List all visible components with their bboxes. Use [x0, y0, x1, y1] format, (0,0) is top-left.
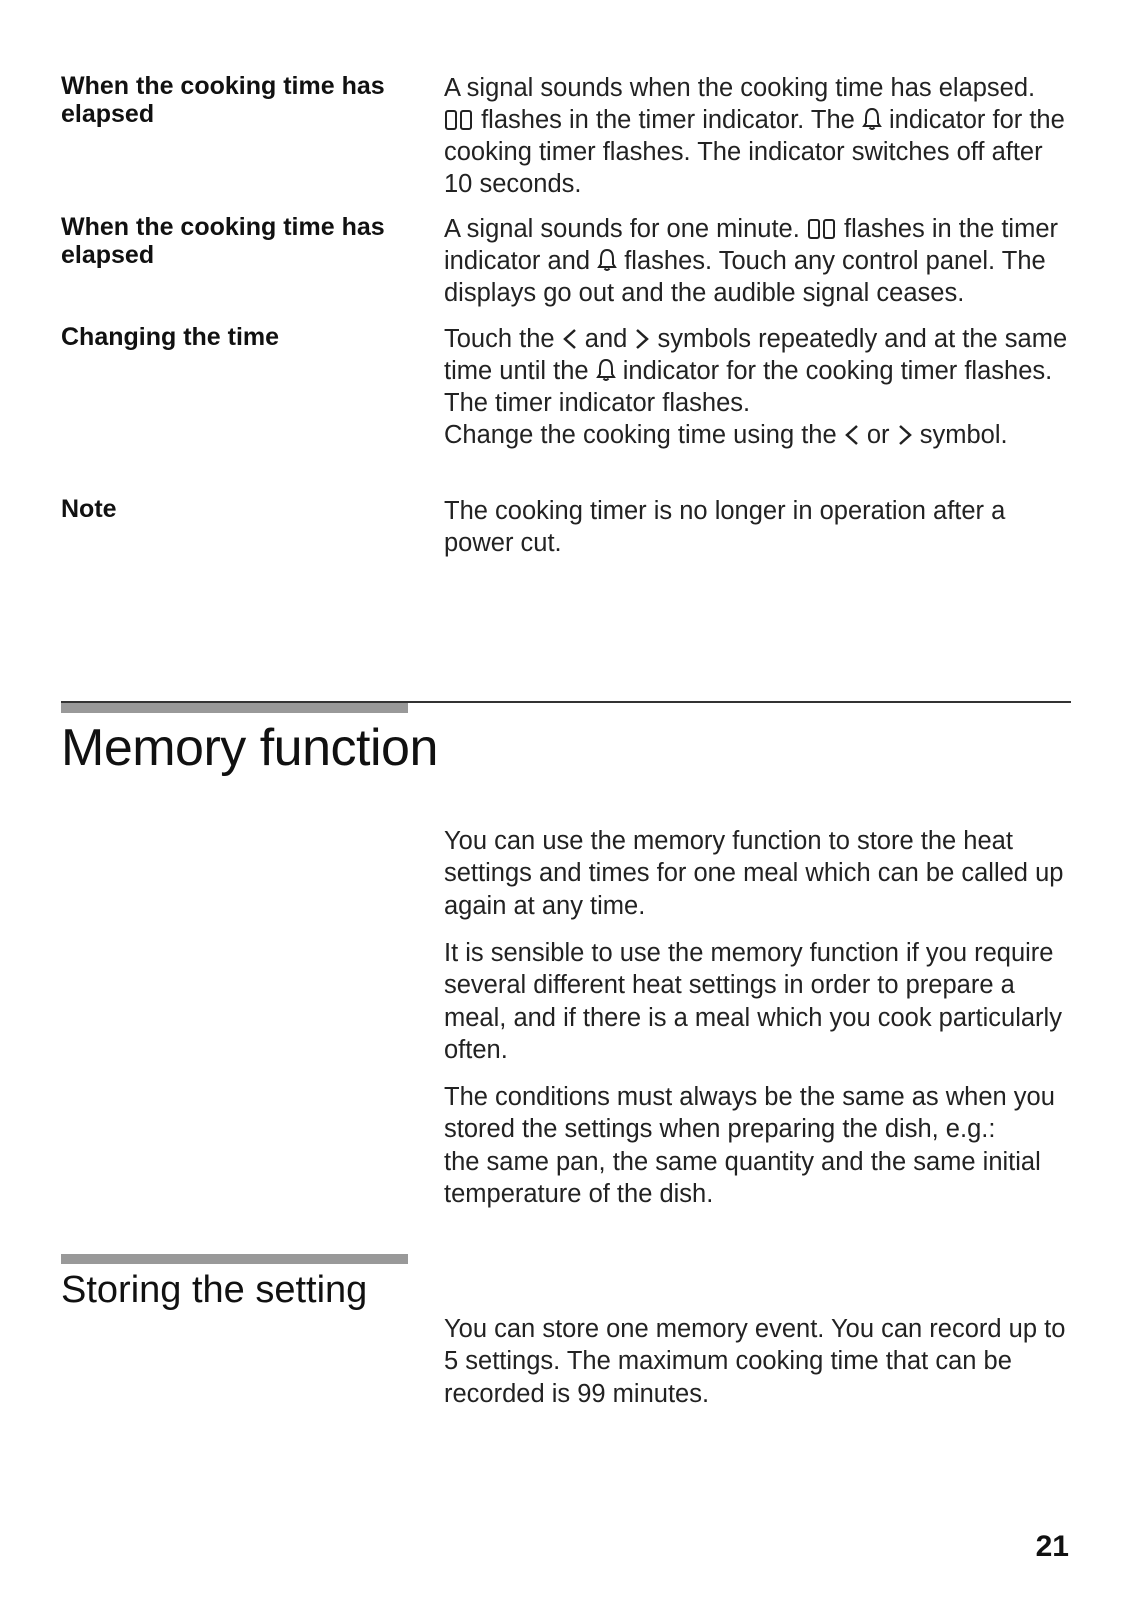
text-fragment: or [866, 421, 890, 449]
subsection-title: Storing the setting [61, 1269, 368, 1311]
text-fragment: flashes. Touch any control panel. The displays go out and the audible signal ceases. [444, 247, 1046, 307]
row-label: When the cooking time has elapsed [61, 72, 385, 128]
chevron-left-icon [562, 328, 578, 350]
chevron-right-icon [897, 424, 913, 446]
storing-paragraph [444, 1313, 1074, 1410]
paragraph-text: The conditions must always be the same as when you stored the settings when preparing the dish, e.g.: [444, 1083, 1055, 1144]
memory-paragraph [444, 937, 1074, 1066]
text-fragment: A signal sounds when the cooking time has elapsed. [444, 74, 1036, 102]
text-fragment: The cooking timer is no longer in operation after a power cut. [444, 497, 1006, 557]
chevron-left-icon [844, 424, 860, 446]
bell-icon [596, 358, 616, 382]
text-fragment: symbol. [919, 421, 1008, 449]
bell-icon [597, 248, 617, 272]
text-fragment: indicator for the cooking timer flashes. The indicator switches off after 10 seconds. [444, 106, 1065, 198]
memory-paragraph [444, 1081, 1074, 1210]
section-rule-accent [61, 703, 408, 713]
text-fragment: symbols repeatedly and at the same time until the [444, 325, 1068, 385]
text-fragment: Touch the [444, 325, 555, 353]
paragraph-text: You can use the memory function to store the heat settings and times for one meal which can be called up again at any time. [444, 827, 1064, 920]
double-zero-display-icon [807, 218, 837, 240]
row-text [444, 495, 1074, 559]
bell-icon [862, 107, 882, 131]
paragraph-text: the same pan, the same quantity and the same initial temperature of the dish. [444, 1147, 1041, 1208]
chevron-right-icon [634, 328, 650, 350]
paragraph-text: It is sensible to use the memory function if you require several different heat settings in order to prepare a meal, and if there is a meal which you cook particularly often. [444, 939, 1062, 1064]
row-text [444, 72, 1074, 200]
text-fragment: indicator for the cooking timer flashes. [622, 357, 1053, 385]
row-label: Note [61, 495, 117, 523]
text-fragment: flashes in the timer indicator and [444, 215, 1059, 275]
row-text [444, 323, 1074, 451]
memory-paragraph [444, 825, 1074, 922]
paragraph-text: You can store one memory event. You can record up to 5 settings. The maximum cooking time that can be recorded is 99 minutes. [444, 1315, 1066, 1408]
section-rule [61, 701, 1071, 703]
text-fragment: flashes in the timer indicator. The [481, 106, 855, 134]
text-fragment: The timer indicator flashes. [444, 389, 751, 417]
section-title: Memory function [61, 719, 438, 777]
text-fragment: and [584, 325, 628, 353]
row-label: Changing the time [61, 323, 280, 351]
row-label: When the cooking time has elapsed [61, 213, 385, 269]
text-fragment: Change the cooking time using the [444, 421, 837, 449]
double-zero-display-icon [444, 109, 474, 131]
subsection-rule-accent [61, 1254, 408, 1264]
row-text [444, 213, 1074, 309]
page-number: 21 [1035, 1530, 1069, 1563]
text-fragment: A signal sounds for one minute. [444, 215, 800, 243]
